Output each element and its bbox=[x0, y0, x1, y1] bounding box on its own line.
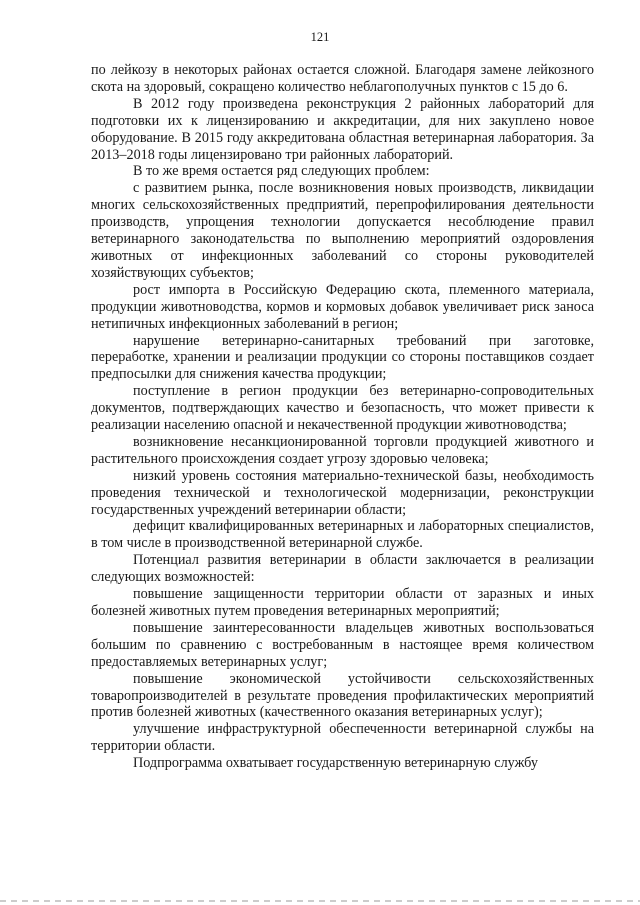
paragraph: повышение заинтересованности владельцев животных воспользоваться большим по сравнению с востребованным в настоящее время количеством предоставляемых ветеринарных услуг; bbox=[91, 619, 594, 670]
paragraph: дефицит квалифицированных ветеринарных и лабораторных специалистов, в том числе в производственной ветеринарной службе. bbox=[91, 518, 594, 552]
paragraph: рост импорта в Российскую Федерацию скота, племенного материала, продукции животноводства, кормов и кормовых добавок увеличивает риск заноса нетипичных инфекционных заболеваний в регион; bbox=[91, 281, 594, 332]
paragraph: В 2012 году произведена реконструкция 2 районных лабораторий для подготовки их к лицензированию и аккредитации, для них закуплено новое оборудование. В 2015 году аккредитована областная ветеринарная лаборатория. За 2013–2018 годы лицензировано три районных лабораторий. bbox=[91, 95, 594, 163]
paragraph: Подпрограмма охватывает государственную ветеринарную службу bbox=[133, 755, 538, 772]
paragraph: повышение экономической устойчивости сельскохозяйственных товаропроизводителей в результате проведения профилактических мероприятий против болезней животных (качественного оказания ветеринарных услуг); bbox=[91, 670, 594, 721]
paragraph: нарушение ветеринарно-санитарных требований при заготовке, переработке, хранении и реализации продукции со стороны поставщиков создает предпосылки для снижения качества продукции; bbox=[91, 332, 594, 383]
page-number: 121 bbox=[310, 30, 330, 44]
document-body bbox=[91, 62, 594, 772]
paragraph: с развитием рынка, после возникновения новых производств, ликвидации многих сельскохозяйственных предприятий, перепрофилирования деятельности производств, упрощения технологии допускается несоблюдение правил ветеринарного законодательства по выполнению мероприятий оздоровления животных от инфекционных заболеваний со стороны руководителей хозяйствующих субъектов; bbox=[91, 180, 594, 281]
paragraph: В то же время остается ряд следующих проблем: bbox=[133, 163, 430, 180]
paragraph: возникновение несанкционированной торговли продукцией животного и растительного происхождения создает угрозу здоровью человека; bbox=[91, 433, 594, 467]
paragraph: поступление в регион продукции без ветеринарно-сопроводительных документов, подтверждающих качество и безопасность, что может привести к реализации населению опасной и некачественной продукции животноводства; bbox=[91, 383, 594, 434]
paragraph: повышение защищенности территории области от заразных и иных болезней животных путем проведения ветеринарных мероприятий; bbox=[91, 586, 594, 619]
paragraph: по лейкозу в некоторых районах остается сложной. Благодаря замене лейкозного скота на здоровый, сокращено количество неблагополучных пунктов с 15 до 6. bbox=[91, 62, 594, 95]
paragraph: низкий уровень состояния материально-технической базы, необходимость проведения технической и технологической модернизации, реконструкции государственных учреждений ветеринарии области; bbox=[91, 467, 594, 518]
scan-edge-divider bbox=[0, 900, 640, 902]
paragraph: Потенциал развития ветеринарии в области заключается в реализации следующих возможностей: bbox=[91, 552, 594, 586]
paragraph: улучшение инфраструктурной обеспеченности ветеринарной службы на территории области. bbox=[91, 721, 594, 755]
